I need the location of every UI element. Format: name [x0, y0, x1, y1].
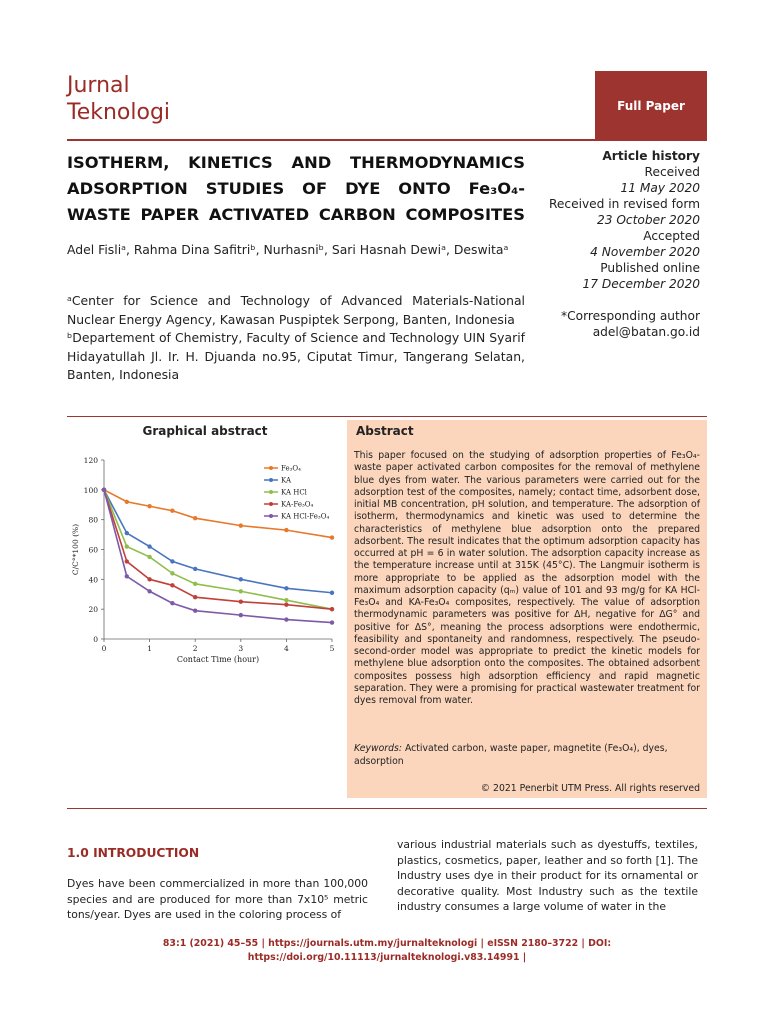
header-divider [67, 139, 707, 141]
introduction-left-column: Dyes have been commercialized in more than 100,000 species and are produced for more than 7x10⁵ metric tons/year. Dyes are used in the coloring process of [67, 877, 368, 921]
legend-label: KA [281, 476, 292, 485]
affiliation-b: ᵇDepartement of Chemistry, Faculty of Science and Technology UIN Syarif Hidayatullah Jl. Ir. H. Djuanda no.95, Ciputat Timur, Tangerang Selatan, Banten, Indonesia [67, 330, 525, 382]
data-point [284, 528, 288, 532]
y-tick-label: 120 [83, 456, 98, 465]
legend-marker [269, 490, 273, 494]
journal-name-line2: Teknologi [67, 100, 171, 125]
data-point [193, 608, 197, 612]
legend-label: Fe₃O₄ [281, 464, 301, 473]
article-history [549, 148, 700, 292]
data-point [239, 600, 243, 604]
y-tick-label: 0 [93, 635, 98, 644]
data-point [147, 544, 151, 548]
published-label: Published online [600, 261, 700, 275]
corresponding-author [561, 308, 700, 340]
abstract-text [354, 450, 700, 707]
data-point [193, 516, 197, 520]
data-point [147, 577, 151, 581]
legend-label: KA HCl [281, 488, 307, 497]
footer-doi[interactable]: https://doi.org/10.11113/jurnalteknologi.v83.14991 | [247, 952, 527, 963]
data-point [102, 488, 106, 492]
copyright: © 2021 Penerbit UTM Press. All rights reserved [480, 783, 700, 794]
affiliations [67, 292, 525, 385]
data-point [170, 559, 174, 563]
legend-marker [269, 478, 273, 482]
legend-marker [269, 514, 273, 518]
journal-name [67, 72, 170, 126]
x-axis-label: Contact Time (hour) [176, 655, 260, 664]
data-point [330, 607, 334, 611]
y-tick-label: 60 [88, 545, 98, 555]
x-tick-label: 0 [101, 644, 107, 653]
abstract-body: This paper focused on the studying of adsorption properties of Fe₃O₄-waste paper activated carbon composites for the removal of methylene blue dyes from water. The various parameters were carried out for the adsorption test of the composites, namely; contact time, adsorbent dose, initial MB concentration, pH solution, and temperature. The adsorption of isotherm, thermodynamics and kinetic was used to determine the characteristics of methylene blue adsorption onto the prepared adsorbent. The result indicates that the optimum adsorption capacity has occurred at pH = 6 in water solution. The adsorption capacity increase as the temperature increase until at 315K (45°C). The Langmuir isotherm is more appropriate to be applied as the adsorption model with the maximum adsorption capacity (qₘ) value of 101 and 93 mg/g for KA HCl-Fe₃O₄ and KA-Fe₃O₄ composites, respectively. The value of adsorption thermodynamic parameters was positive for ΔH, negative for ΔG° and positive for ΔS°, meaning the process adsorptions were endothermic, feasibility and spontaneity and randomness, respectively. The pseudo-second-order model was appropriate to predict the kinetic models for methylene blue adsorption onto the composites. The obtained adsorbent composites possess high adsorption efficiency and rapid magnetic separation. They were a promising for practical wastewater treatment for dyes removal from water. [354, 450, 700, 706]
corresponding-email[interactable]: adel@batan.go.id [592, 325, 700, 339]
data-point [239, 523, 243, 527]
data-point [147, 504, 151, 508]
affiliation-a: ᵃCenter for Science and Technology of Advanced Materials-National Nuclear Energy Agency, Kawasan Puspiptek Serpong, Banten, Indonesia [67, 293, 525, 327]
data-point [239, 577, 243, 581]
data-point [170, 583, 174, 587]
keywords-label: Keywords: [354, 743, 402, 754]
data-point [193, 595, 197, 599]
legend-label: KA HCl-Fe₃O₄ [281, 512, 330, 521]
legend-marker [269, 502, 273, 506]
data-point [193, 567, 197, 571]
data-point [125, 574, 129, 578]
accepted-date: 4 November 2020 [590, 245, 700, 259]
x-tick-label: 4 [284, 644, 289, 653]
data-point [125, 500, 129, 504]
x-tick-label: 3 [238, 644, 244, 653]
data-point [239, 589, 243, 593]
body-divider [67, 808, 707, 809]
abstract-heading: Abstract [356, 424, 414, 438]
journal-name-line1: Jurnal [67, 73, 130, 98]
data-point [170, 509, 174, 513]
received-date: 11 May 2020 [620, 181, 700, 195]
y-tick-label: 40 [88, 575, 98, 585]
data-point [147, 555, 151, 559]
revised-label: Received in revised form [548, 197, 700, 211]
introduction-right-column: various industrial materials such as dyestuffs, textiles, plastics, cosmetics, paper, leather and so forth [1]. The Industry uses dye in their product for its ornamental or decorative quality. Most Industry such as the textile industry consumes a large volume of water in the [397, 838, 698, 913]
data-point [284, 586, 288, 590]
data-point [193, 582, 197, 586]
author-list: Adel Fisliᵃ, Rahma Dina Safitriᵇ, Nurhasniᵇ, Sari Hasnah Dewiᵃ, Deswitaᵃ [67, 242, 509, 257]
history-heading: Article history [602, 149, 700, 163]
y-tick-label: 100 [83, 485, 98, 495]
keywords-list: Activated carbon, waste paper, magnetite (Fe₃O₄), dyes, adsorption [354, 743, 668, 767]
data-point [125, 559, 129, 563]
data-point [125, 531, 129, 535]
data-point [125, 544, 129, 548]
graphical-abstract-title: Graphical abstract [142, 424, 268, 438]
data-point [170, 571, 174, 575]
data-point [170, 601, 174, 605]
corresponding-label: *Corresponding author [561, 309, 700, 323]
paper-title: ISOTHERM, KINETICS AND THERMODYNAMICS ADSORPTION STUDIES OF DYE ONTO Fe₃O₄-WASTE PAPER ACTIVATED CARBON COMPOSITES [67, 153, 525, 224]
paper-type-badge: Full Paper [595, 71, 707, 140]
adsorption-kinetics-chart [67, 448, 343, 678]
legend-marker [269, 466, 273, 470]
keywords [354, 743, 700, 768]
x-tick-label: 5 [329, 644, 335, 653]
data-point [284, 598, 288, 602]
page-footer [67, 937, 707, 965]
data-point [239, 613, 243, 617]
introduction-heading: 1.0 INTRODUCTION [67, 846, 200, 860]
data-point [284, 617, 288, 621]
y-tick-label: 20 [88, 605, 98, 615]
data-point [330, 620, 334, 624]
data-point [147, 589, 151, 593]
y-tick-label: 80 [88, 515, 98, 525]
revised-date: 23 October 2020 [596, 213, 700, 227]
received-label: Received [644, 165, 700, 179]
y-axis-label: C/C°*100 (%) [71, 523, 80, 576]
accepted-label: Accepted [643, 229, 700, 243]
footer-citation[interactable]: 83:1 (2021) 45–55 | https://journals.utm.my/jurnalteknologi | eISSN 2180–3722 | DOI: [162, 938, 612, 949]
x-tick-label: 2 [192, 644, 198, 653]
data-point [284, 602, 288, 606]
data-point [330, 591, 334, 595]
published-date: 17 December 2020 [582, 277, 700, 291]
legend-label: KA-Fe₃O₄ [281, 500, 314, 509]
x-tick-label: 1 [147, 644, 152, 653]
data-point [330, 535, 334, 539]
section-divider [67, 416, 707, 417]
